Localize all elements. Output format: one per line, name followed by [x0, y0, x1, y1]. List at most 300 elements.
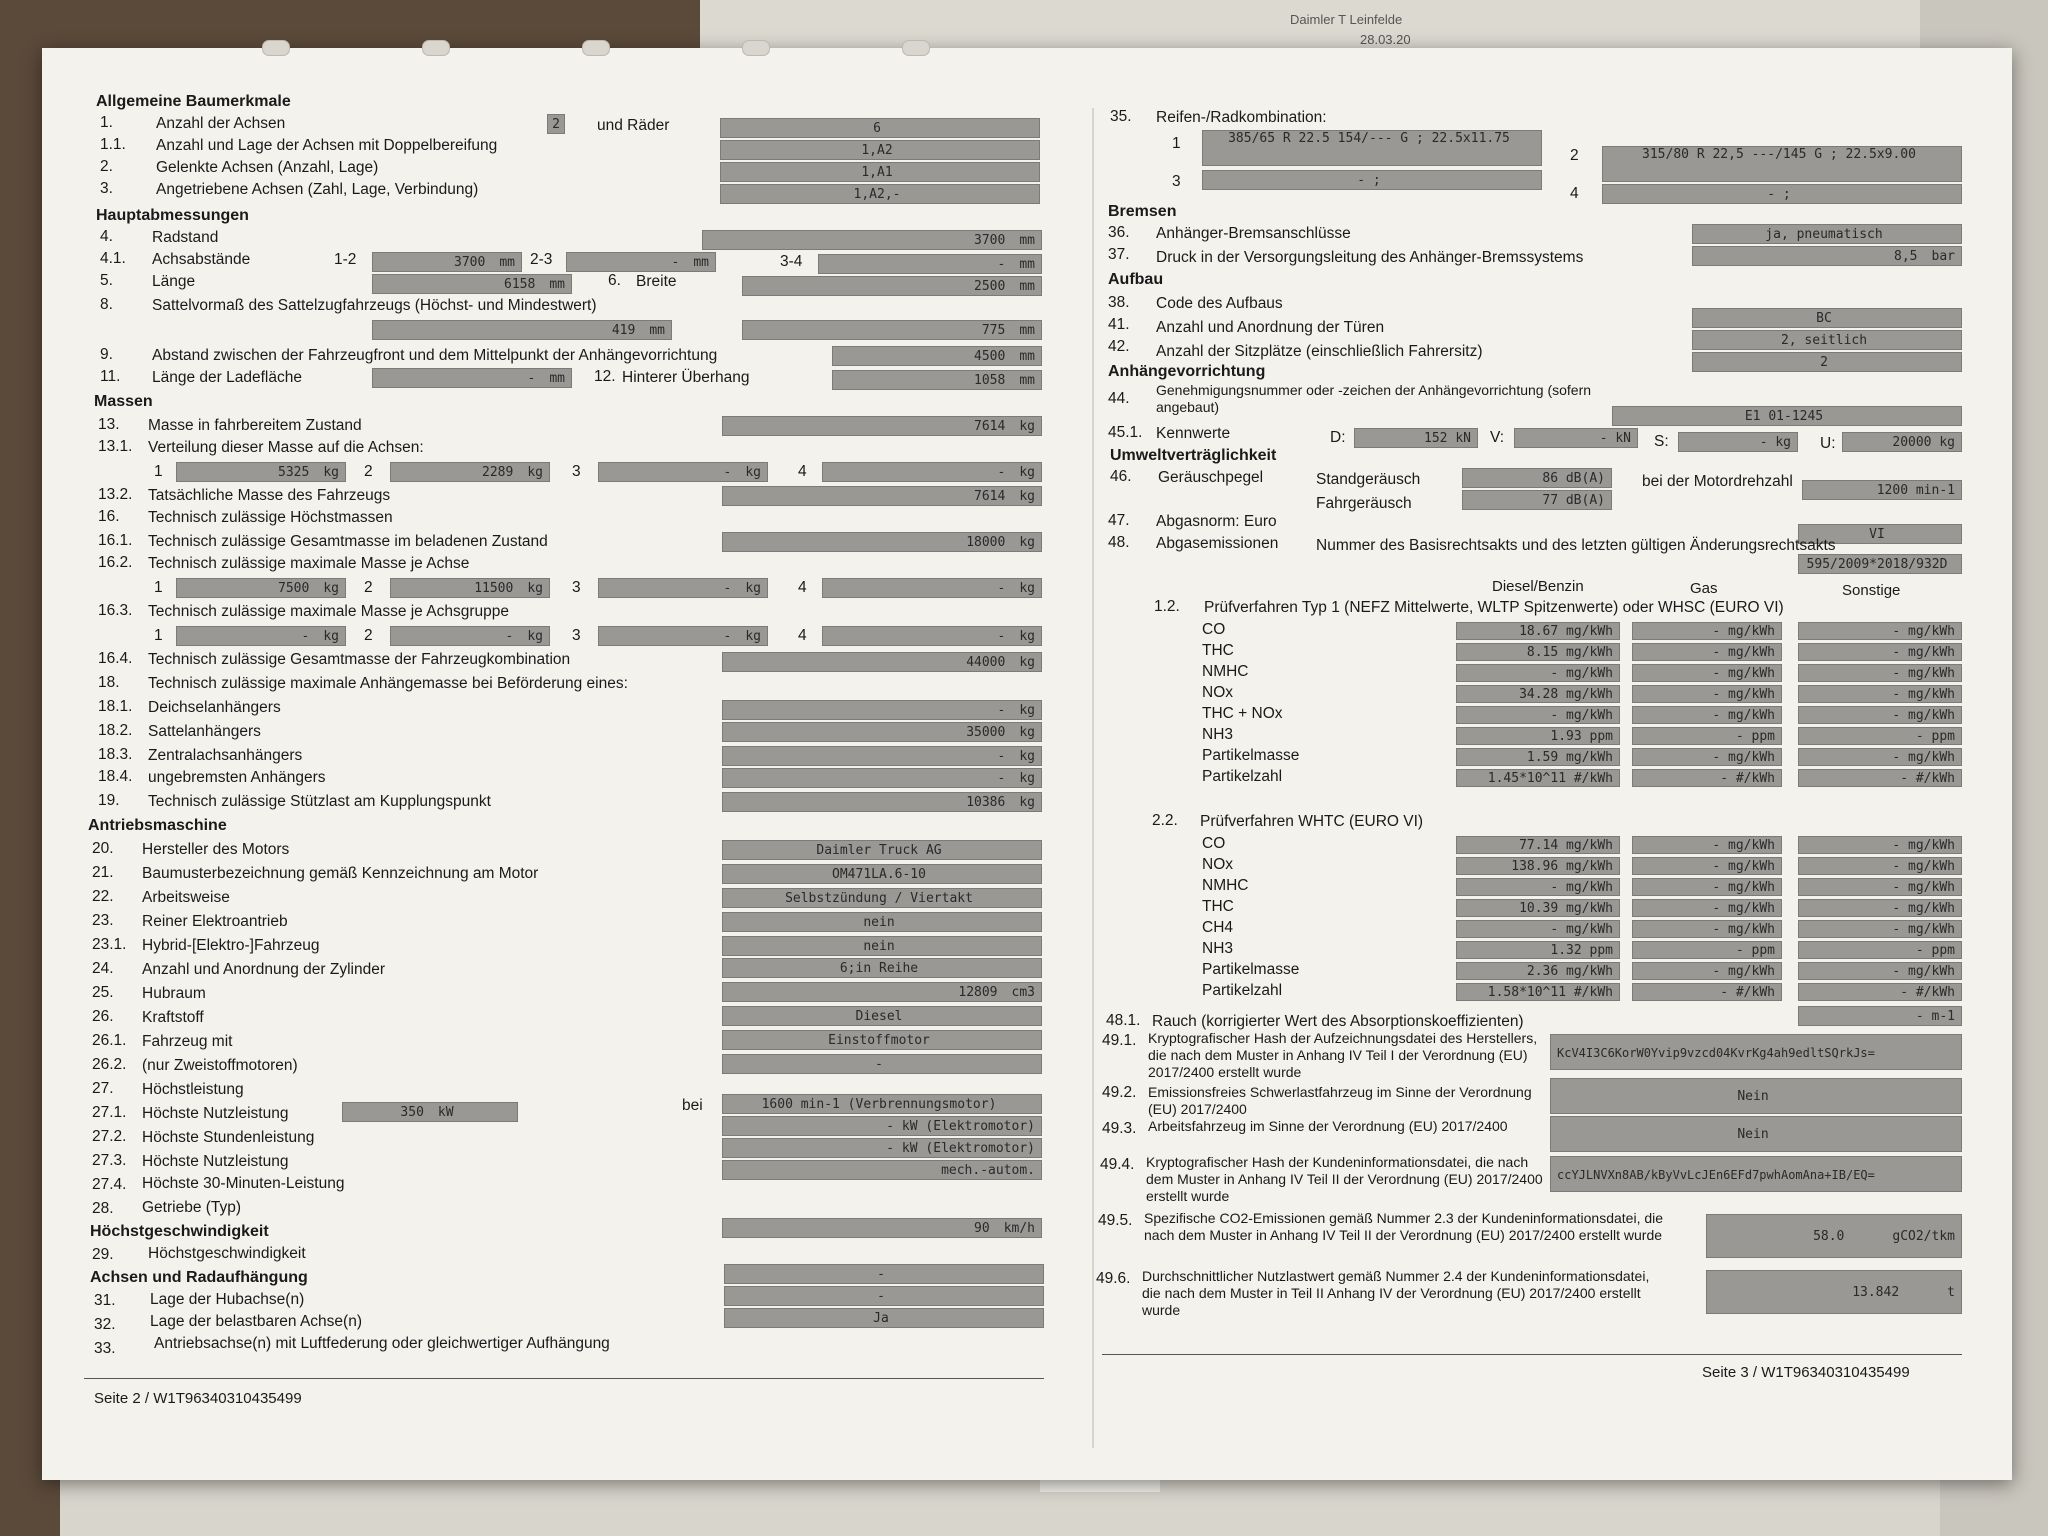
value-field: - kW (Elektromotor) [722, 1116, 1042, 1136]
item-label: Getriebe (Typ) [142, 1199, 242, 1216]
item-label: Tatsächliche Masse des Fahrzeugs [148, 487, 391, 504]
item-number: 27.3. [92, 1152, 127, 1169]
item-label: Reiner Elektroantrieb [142, 913, 288, 930]
item-label: Fahrgeräusch [1316, 495, 1412, 512]
item-number: 28. [92, 1200, 114, 1217]
value-field: Nein [1550, 1078, 1962, 1114]
pollutant-label: NMHC [1202, 877, 1249, 894]
item-label: Verteilung dieser Masse auf die Achsen: [148, 439, 424, 456]
value-field: - [722, 1054, 1042, 1074]
footer-rule [84, 1378, 1044, 1379]
value-field-diesel: 1.58*10^11 #/kWh [1456, 983, 1620, 1001]
value-field-gas: - mg/kWh [1632, 622, 1782, 640]
axle-number: 4 [798, 627, 807, 644]
value-field: - kg [598, 578, 768, 598]
value-field: - kg [822, 578, 1042, 598]
item-label: Emissionsfreies Schwerlastfahrzeug im Sinne der Verordnung (EU) 2017/2400 [1148, 1084, 1532, 1117]
item-label: Reifen-/Radkombination: [1156, 109, 1327, 126]
item-label: ungebremsten Anhängers [148, 769, 326, 786]
item-number: 3. [100, 180, 113, 197]
value-field-gas: - mg/kWh [1632, 962, 1782, 980]
item-label: Technisch zulässige maximale Anhängemasse bei Beförderung eines: [148, 675, 628, 692]
value-field: 315/80 R 22,5 ---/145 G ; 22.5x9.00 [1602, 146, 1962, 182]
item-number: 49.6. [1096, 1270, 1131, 1287]
item-number: 38. [1108, 294, 1130, 311]
axle-number: 2 [364, 627, 373, 644]
value-field-sonstige: - mg/kWh [1798, 920, 1962, 938]
item-label: Radstand [152, 229, 219, 246]
value-field: - mm [566, 252, 716, 272]
item-label: Anzahl und Lage der Achsen mit Doppelbereifung [156, 137, 498, 154]
item-label: Sattelanhängers [148, 723, 261, 740]
item-label: Technisch zulässige Stützlast am Kupplungspunkt [148, 793, 491, 810]
item-number: 18.4. [98, 768, 133, 785]
item-number: 1.2. [1154, 598, 1180, 615]
value-field: - m-1 [1798, 1006, 1962, 1026]
value-field-sonstige: - mg/kWh [1798, 622, 1962, 640]
item-label: Hinterer Überhang [622, 369, 750, 386]
section-heading: Allgemeine Baumerkmale [96, 93, 291, 110]
value-field-diesel: - mg/kWh [1456, 878, 1620, 896]
value-field: 6158 mm [372, 274, 572, 294]
item-label: Breite [636, 273, 677, 290]
item-label: Achsabstände [152, 251, 251, 268]
item-number: 49.5. [1098, 1212, 1133, 1229]
item-label: Technisch zulässige maximale Masse je Achse [148, 555, 470, 572]
value-field-gas: - ppm [1632, 727, 1782, 745]
item-label: Arbeitsweise [142, 889, 230, 906]
value-field-sonstige: - mg/kWh [1798, 685, 1962, 703]
value-field: - mm [372, 368, 572, 388]
item-number: 45.1. [1108, 424, 1143, 441]
column-header-sonstige: Sonstige [1842, 582, 1901, 599]
value-field: - kg [722, 746, 1042, 766]
value-field-sonstige: - #/kWh [1798, 769, 1962, 787]
item-label: Prüfverfahren WHTC (EURO VI) [1200, 813, 1424, 830]
item-label: Zentralachsanhängers [148, 747, 303, 764]
value-field: 1,A2 [720, 140, 1040, 160]
value-field: 90 km/h [722, 1218, 1042, 1238]
axle-span-label: 2-3 [530, 251, 553, 268]
item-label: Genehmigungsnummer oder -zeichen der Anhängevorrichtung (sofern angebaut) [1156, 382, 1592, 415]
value-field: 11500 kg [390, 578, 550, 598]
value-field: 385/65 R 22.5 154/--- G ; 22.5x11.75 [1202, 130, 1542, 166]
item-label: Abstand zwischen der Fahrzeugfront und dem Mittelpunkt der Anhängevorrichtung [152, 347, 718, 364]
item-number: 1.1. [100, 136, 126, 153]
value-field: Selbstzündung / Viertakt [722, 888, 1042, 908]
pollutant-label: NH3 [1202, 940, 1234, 957]
param-label: S: [1654, 433, 1669, 450]
pollutant-label: NMHC [1202, 663, 1249, 680]
value-field: - kg [822, 462, 1042, 482]
column-header-gas: Gas [1690, 580, 1718, 597]
item-label: Nummer des Basisrechtsakts und des letzten gültigen Änderungsrechtsakts [1316, 537, 1836, 554]
item-number: 8. [100, 296, 113, 313]
value-field: 152 kN [1354, 428, 1478, 448]
value-field: VI [1798, 524, 1962, 544]
item-number: 1. [100, 114, 113, 131]
item-label: Länge der Ladefläche [152, 369, 302, 386]
item-label: und Räder [597, 117, 670, 134]
value-field-diesel: 2.36 mg/kWh [1456, 962, 1620, 980]
item-number: 41. [1108, 316, 1130, 333]
column-header-diesel: Diesel/Benzin [1492, 578, 1584, 595]
item-number: 24. [92, 960, 114, 977]
value-field-sonstige: - mg/kWh [1798, 878, 1962, 896]
value-field: 350 kW [342, 1102, 518, 1122]
value-field-diesel: 1.59 mg/kWh [1456, 748, 1620, 766]
item-label: Durchschnittlicher Nutzlastwert gemäß Nummer 2.4 der Kundeninformationsdatei, die nach dem Muster in Teil II Anhang IV der Verordnung (EU) 2017/2400 erstellt wurde [1142, 1268, 1650, 1318]
item-number: 13.1. [98, 438, 133, 455]
item-number: 21. [92, 864, 114, 881]
value-field: 77 dB(A) [1462, 490, 1612, 510]
value-field: 7614 kg [722, 486, 1042, 506]
value-field: 2 [547, 114, 565, 134]
background-date: 28.03.20 [1360, 32, 1411, 47]
pollutant-label: Partikelzahl [1202, 768, 1283, 785]
item-label: Technisch zulässige maximale Masse je Achsgruppe [148, 603, 509, 620]
axle-number: 4 [798, 579, 807, 596]
value-field-sonstige: - mg/kWh [1798, 962, 1962, 980]
item-label: Anhänger-Bremsanschlüsse [1156, 225, 1351, 242]
value-field-diesel: 10.39 mg/kWh [1456, 899, 1620, 917]
tyre-number: 3 [1172, 173, 1181, 190]
item-label: Druck in der Versorgungsleitung des Anhänger-Bremssystems [1156, 249, 1584, 266]
item-number: 23. [92, 912, 114, 929]
param-label: D: [1330, 429, 1346, 446]
value-field-diesel: 1.93 ppm [1456, 727, 1620, 745]
item-number: 5. [100, 272, 113, 289]
value-field: - kg [176, 626, 346, 646]
item-label: Kryptografischer Hash der Kundeninformationsdatei, die nach dem Muster in Anhang IV Teil II der Verordnung (EU) 2017/2400 erstellt wurde [1146, 1154, 1543, 1204]
item-label: Code des Aufbaus [1156, 295, 1283, 312]
item-number: 42. [1108, 338, 1130, 355]
item-label: Technisch zulässige Gesamtmasse der Fahrzeugkombination [148, 651, 571, 668]
value-field: OM471LA.6-10 [722, 864, 1042, 884]
axle-number: 1 [154, 627, 163, 644]
value-field: - kg [598, 626, 768, 646]
value-field: 775 mm [742, 320, 1042, 340]
item-number: 25. [92, 984, 114, 1001]
value-field: KcV4I3C6KorW0Yvip9vzcd04KvrKg4ah9edltSQrkJs= [1550, 1034, 1962, 1070]
item-label: Höchste Nutzleistung [142, 1153, 289, 1170]
value-field-diesel: 34.28 mg/kWh [1456, 685, 1620, 703]
value-field: BC [1692, 308, 1962, 328]
item-number: 4.1. [100, 250, 126, 267]
item-label: Lage der Hubachse(n) [150, 1291, 305, 1308]
section-heading: Hauptabmessungen [96, 207, 249, 224]
item-number: 13. [98, 416, 120, 433]
value-field: 6;in Reihe [722, 958, 1042, 978]
value-field: - kg [722, 700, 1042, 720]
item-number: 49.4. [1100, 1156, 1135, 1173]
param-label: V: [1490, 429, 1505, 446]
value-field: E1 01-1245 [1612, 406, 1962, 426]
item-label: bei [682, 1097, 703, 1114]
item-label: Höchstgeschwindigkeit [148, 1245, 306, 1262]
item-number: 27.1. [92, 1104, 127, 1121]
item-number: 22. [92, 888, 114, 905]
item-label: Abgasemissionen [1156, 535, 1279, 552]
value-field: 2500 mm [742, 276, 1042, 296]
tyre-number: 2 [1570, 147, 1579, 164]
pollutant-label: CH4 [1202, 919, 1234, 936]
item-label: bei der Motordrehzahl [1642, 473, 1793, 490]
value-field-sonstige: - mg/kWh [1798, 857, 1962, 875]
param-label: U: [1820, 435, 1836, 452]
item-label: Fahrzeug mit [142, 1033, 233, 1050]
binder-ring [742, 40, 770, 56]
section-heading: Höchstgeschwindigkeit [90, 1223, 269, 1240]
value-field: 4500 mm [832, 346, 1042, 366]
item-label: Kryptografischer Hash der Aufzeichnungsdatei des Herstellers, die nach dem Muster in Anhang IV Teil I der Verordnung (EU) 2017/2400 erstellt wurde [1148, 1030, 1538, 1080]
value-field-diesel: 138.96 mg/kWh [1456, 857, 1620, 875]
item-number: 46. [1110, 468, 1132, 485]
item-label: Anzahl der Sitzplätze (einschließlich Fahrersitz) [1156, 343, 1483, 360]
footer-rule [1102, 1354, 1962, 1355]
value-field: 595/2009*2018/932D [1798, 554, 1962, 574]
pollutant-label: THC [1202, 898, 1234, 915]
value-field-gas: - mg/kWh [1632, 899, 1782, 917]
value-field-diesel: - mg/kWh [1456, 706, 1620, 724]
axle-number: 2 [364, 463, 373, 480]
background-text: Daimler T Leinfelde [1290, 12, 1403, 27]
pollutant-label: Partikelzahl [1202, 982, 1283, 999]
item-label: Höchste 30-Minuten-Leistung [142, 1175, 345, 1192]
item-number: 18. [98, 674, 120, 691]
value-field-diesel: 8.15 mg/kWh [1456, 643, 1620, 661]
page-footer-right: Seite 3 / W1T96340310435499 [1702, 1364, 1910, 1381]
item-number: 49.2. [1102, 1084, 1137, 1101]
value-field-diesel: 1.32 ppm [1456, 941, 1620, 959]
pollutant-label: THC + NOx [1202, 705, 1283, 722]
binder-ring [902, 40, 930, 56]
value-field-gas: - mg/kWh [1632, 664, 1782, 682]
value-field: - kN [1514, 428, 1638, 448]
item-number: 48.1. [1106, 1012, 1141, 1029]
item-number: 49.1. [1102, 1032, 1137, 1049]
value-field: nein [722, 936, 1042, 956]
item-label: Höchste Nutzleistung [142, 1105, 289, 1122]
value-field: 13.842 t [1706, 1270, 1962, 1314]
item-number: 33. [94, 1340, 116, 1357]
axle-span-label: 1-2 [334, 251, 357, 268]
value-field: - mm [818, 254, 1042, 274]
item-number: 23.1. [92, 936, 127, 953]
item-label: Masse in fahrbereitem Zustand [148, 417, 362, 434]
value-field: 20000 kg [1842, 432, 1962, 452]
pollutant-label: Partikelmasse [1202, 961, 1300, 978]
axle-number: 4 [798, 463, 807, 480]
pollutant-label: NH3 [1202, 726, 1234, 743]
value-field: Nein [1550, 1116, 1962, 1152]
value-field: 35000 kg [722, 722, 1042, 742]
item-label: Spezifische CO2-Emissionen gemäß Nummer 2.3 der Kundeninformationsdatei, die nach dem Muster in Anhang IV Teil II der Verordnung (EU) 2017/2400 erstellt wurde [1144, 1210, 1664, 1243]
value-field: 1600 min-1 (Verbrennungsmotor) [722, 1094, 1042, 1114]
value-field: Einstoffmotor [722, 1030, 1042, 1050]
item-label: Standgeräusch [1316, 471, 1421, 488]
pollutant-label: Partikelmasse [1202, 747, 1300, 764]
pollutant-label: CO [1202, 621, 1226, 638]
value-field-gas: - mg/kWh [1632, 878, 1782, 896]
item-label: Antriebsachse(n) mit Luftfederung oder gleichwertiger Aufhängung [154, 1335, 610, 1352]
value-field: 1200 min-1 [1802, 480, 1962, 500]
value-field: Daimler Truck AG [722, 840, 1042, 860]
value-field: 12809 cm3 [722, 982, 1042, 1002]
item-label: Anzahl und Anordnung der Türen [1156, 319, 1385, 336]
item-number: 18.1. [98, 698, 133, 715]
axle-number: 1 [154, 579, 163, 596]
item-number: 26.1. [92, 1032, 127, 1049]
item-label: Arbeitsfahrzeug im Sinne der Verordnung (EU) 2017/2400 [1148, 1118, 1508, 1134]
axle-number: 3 [572, 627, 581, 644]
value-field: - kg [822, 626, 1042, 646]
value-field: 1,A1 [720, 162, 1040, 182]
item-number: 20. [92, 840, 114, 857]
item-number: 44. [1108, 390, 1130, 407]
value-field-sonstige: - ppm [1798, 727, 1962, 745]
item-number: 11. [100, 368, 121, 385]
item-number: 37. [1108, 246, 1130, 263]
value-field-sonstige: - mg/kWh [1798, 899, 1962, 917]
value-field-sonstige: - mg/kWh [1798, 664, 1962, 682]
item-number: 13.2. [98, 486, 133, 503]
item-label: Anzahl der Achsen [156, 115, 286, 132]
item-label: Höchste Stundenleistung [142, 1129, 315, 1146]
item-label: Kennwerte [1156, 425, 1231, 442]
value-field: 3700 mm [372, 252, 522, 272]
value-field: 2, seitlich [1692, 330, 1962, 350]
item-number: 49.3. [1102, 1120, 1137, 1137]
section-heading: Aufbau [1108, 271, 1164, 288]
item-label: Hersteller des Motors [142, 841, 290, 858]
page-footer-left: Seite 2 / W1T96340310435499 [94, 1390, 302, 1407]
item-number: 31. [94, 1292, 116, 1309]
item-label: Lage der belastbaren Achse(n) [150, 1313, 362, 1330]
value-field-sonstige: - #/kWh [1798, 983, 1962, 1001]
item-number: 16. [98, 508, 120, 525]
item-label: (nur Zweistoffmotoren) [142, 1057, 298, 1074]
item-label: Sattelvormaß des Sattelzugfahrzeugs (Höchst- und Mindestwert) [152, 297, 597, 314]
value-field: ja, pneumatisch [1692, 224, 1962, 244]
value-field: - kg [598, 462, 768, 482]
value-field-gas: - #/kWh [1632, 769, 1782, 787]
item-label: Technisch zulässige Höchstmassen [148, 509, 393, 526]
item-number: 48. [1108, 534, 1130, 551]
binder-ring [422, 40, 450, 56]
item-label: Hybrid-[Elektro-]Fahrzeug [142, 937, 320, 954]
pollutant-label: NOx [1202, 856, 1233, 873]
item-number: 16.1. [98, 532, 133, 549]
value-field-diesel: - mg/kWh [1456, 920, 1620, 938]
item-label: Geräuschpegel [1158, 469, 1264, 486]
section-heading: Antriebsmaschine [88, 817, 227, 834]
item-label: Technisch zulässige Gesamtmasse im beladenen Zustand [148, 533, 548, 550]
item-number: 4. [100, 228, 113, 245]
item-number: 16.3. [98, 602, 133, 619]
value-field: Ja [724, 1308, 1044, 1328]
document-sheet [42, 48, 2012, 1480]
item-number: 26. [92, 1008, 114, 1025]
item-label: Höchstleistung [142, 1081, 244, 1098]
item-number: 16.2. [98, 554, 133, 571]
item-label: Prüfverfahren Typ 1 (NEFZ Mittelwerte, WLTP Spitzenwerte) oder WHSC (EURO VI) [1204, 599, 1784, 616]
value-field: - kg [1678, 432, 1798, 452]
value-field: 44000 kg [722, 652, 1042, 672]
value-field-sonstige: - ppm [1798, 941, 1962, 959]
item-number: 2.2. [1152, 812, 1178, 829]
axle-number: 3 [572, 463, 581, 480]
item-number: 9. [100, 346, 113, 363]
tyre-number: 1 [1172, 135, 1181, 152]
binder-ring [262, 40, 290, 56]
value-field-sonstige: - mg/kWh [1798, 748, 1962, 766]
value-field: 8,5 bar [1692, 246, 1962, 266]
axle-number: 1 [154, 463, 163, 480]
item-number: 19. [98, 792, 120, 809]
axle-span-label: 3-4 [780, 253, 803, 270]
value-field-diesel: 1.45*10^11 #/kWh [1456, 769, 1620, 787]
section-heading: Anhängevorrichtung [1108, 363, 1266, 380]
item-label: Rauch (korrigierter Wert des Absorptionskoeffizienten) [1152, 1013, 1524, 1030]
pollutant-label: CO [1202, 835, 1226, 852]
value-field-diesel: 77.14 mg/kWh [1456, 836, 1620, 854]
item-number: 2. [100, 158, 113, 175]
section-heading: Massen [94, 393, 153, 410]
item-number: 32. [94, 1316, 116, 1333]
item-number: 26.2. [92, 1056, 127, 1073]
binder-ring [582, 40, 610, 56]
value-field: 2289 kg [390, 462, 550, 482]
axle-number: 3 [572, 579, 581, 596]
value-field: 10386 kg [722, 792, 1042, 812]
item-label: Hubraum [142, 985, 206, 1002]
fold-line [1092, 108, 1094, 1448]
value-field: 5325 kg [176, 462, 346, 482]
value-field: 86 dB(A) [1462, 468, 1612, 488]
item-label: Baumusterbezeichnung gemäß Kennzeichnung am Motor [142, 865, 539, 882]
value-field-gas: - mg/kWh [1632, 706, 1782, 724]
value-field-gas: - mg/kWh [1632, 685, 1782, 703]
value-field: - ; [1602, 184, 1962, 204]
item-label: Anzahl und Anordnung der Zylinder [142, 961, 385, 978]
value-field-gas: - #/kWh [1632, 983, 1782, 1001]
value-field-gas: - mg/kWh [1632, 857, 1782, 875]
item-label: Gelenkte Achsen (Anzahl, Lage) [156, 159, 379, 176]
value-field: 18000 kg [722, 532, 1042, 552]
value-field: 419 mm [372, 320, 672, 340]
value-field-gas: - mg/kWh [1632, 836, 1782, 854]
item-number: 18.2. [98, 722, 133, 739]
value-field: 6 [720, 118, 1040, 138]
item-label: Deichselanhängers [148, 699, 281, 716]
item-number: 29. [92, 1246, 114, 1263]
item-number: 12. [594, 368, 616, 385]
item-number: 36. [1108, 224, 1130, 241]
item-number: 27.4. [92, 1176, 127, 1193]
value-field-sonstige: - mg/kWh [1798, 643, 1962, 661]
value-field: - kW (Elektromotor) [722, 1138, 1042, 1158]
value-field: 7614 kg [722, 416, 1042, 436]
value-field: mech.-autom. [722, 1160, 1042, 1180]
item-number: 16.4. [98, 650, 133, 667]
item-number: 18.3. [98, 746, 133, 763]
item-label: Kraftstoff [142, 1009, 204, 1026]
item-number: 27. [92, 1080, 114, 1097]
item-number: 6. [608, 272, 621, 289]
value-field: 1058 mm [832, 370, 1042, 390]
pollutant-label: NOx [1202, 684, 1233, 701]
